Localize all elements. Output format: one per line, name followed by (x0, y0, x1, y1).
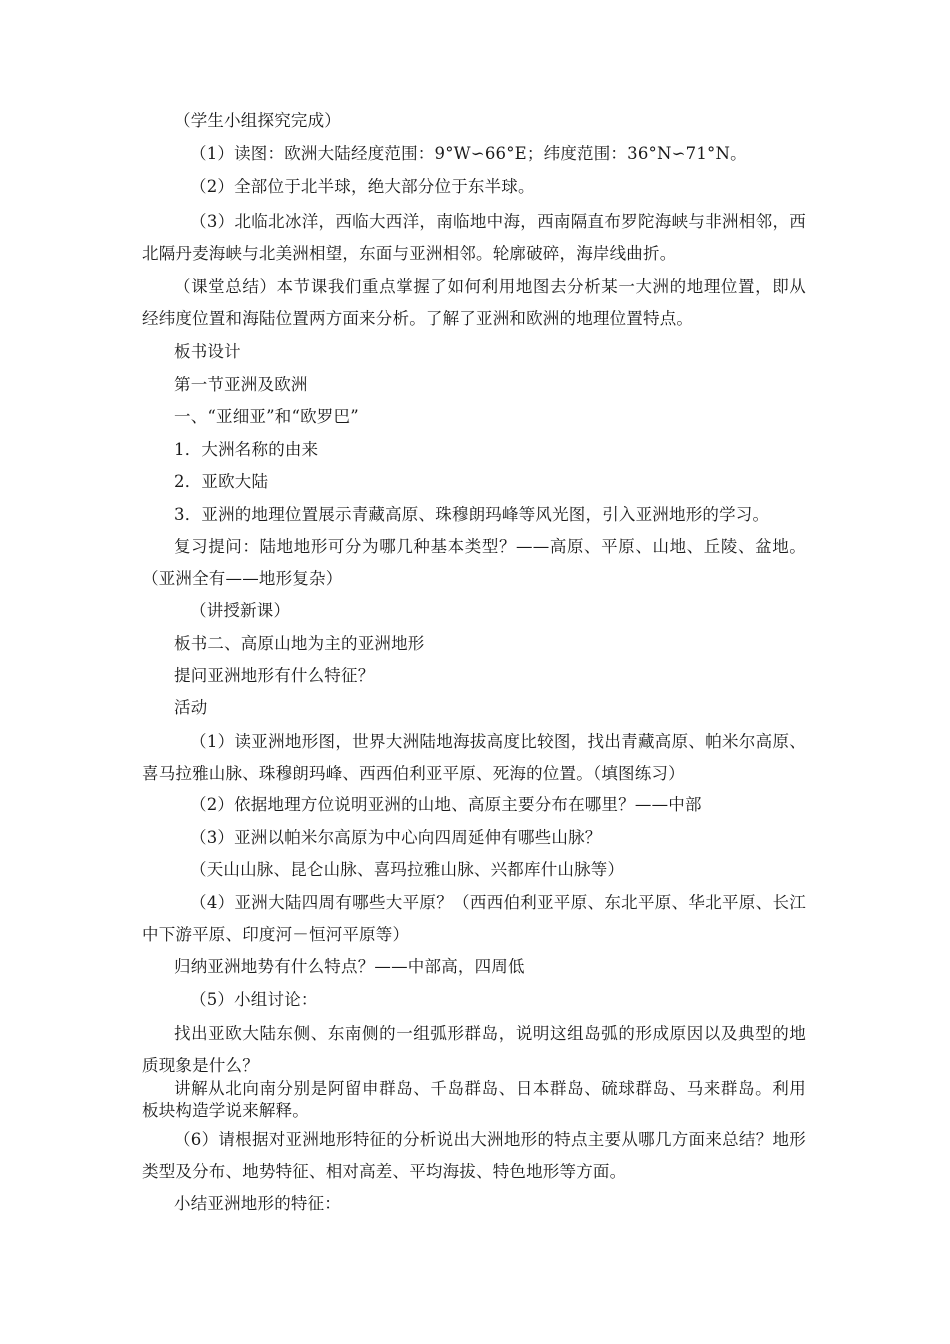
activity-1: （1）读亚洲地形图，世界大洲陆地海拔高度比较图，找出青藏高原、帕米尔高原、喜马拉雅山脉、珠穆朗玛峰、西西伯利亚平原、死海的位置。（填图练习） (142, 732, 806, 783)
activity-5: （5）小组讨论： (190, 990, 318, 1009)
paragraph-europe-range: （1）读图：欧洲大陆经度范围：9°W∽66°E；纬度范围：36°N∽71°N。 (190, 144, 747, 163)
activity-heading: 活动 (174, 698, 208, 717)
summary-heading: 小结亚洲地形的特征： (174, 1194, 341, 1213)
activity-3-answer: （天山山脉、昆仑山脉、喜玛拉雅山脉、兴都库什山脉等） (190, 860, 625, 879)
board-item-1: 一、“亚细亚”和“欧罗巴” (174, 407, 359, 426)
paragraph-sea-land-position: （3）北临北冰洋，西临大西洋，南临地中海，西南隔直布罗陀海峡与非洲相邻，西北隔丹麦海峡与北美洲相望，东面与亚洲相邻。轮廓破碎，海岸线曲折。 (142, 212, 806, 263)
question-terrain: 提问亚洲地形有什么特征？ (174, 666, 375, 685)
activity-4: （4）亚洲大陆四周有哪些大平原？（西西伯利亚平原、东北平原、华北平原、长江中下游平原、印度河－恒河平原等） (142, 893, 806, 944)
terrain-summary-question: 归纳亚洲地势有什么特点？——中部高，四周低 (174, 957, 525, 976)
section-title: 第一节亚洲及欧洲 (174, 375, 308, 394)
list-item-3: 3．亚洲的地理位置展示青藏高原、珠穆朗玛峰等风光图，引入亚洲地形的学习。 (174, 505, 770, 524)
board-design-heading: 板书设计 (174, 342, 241, 361)
paragraph-hemisphere: （2）全部位于北半球，绝大部分位于东半球。 (190, 177, 535, 196)
discussion-question: 找出亚欧大陆东侧、东南侧的一组弧形群岛，说明这组岛弧的形成原因以及典型的地质现象是什么？ (142, 1024, 806, 1075)
paragraph-class-summary: （课堂总结）本节课我们重点掌握了如何利用地图去分析某一大洲的地理位置，即从经纬度位置和海陆位置两方面来分析。了解了亚洲和欧洲的地理位置特点。 (142, 277, 806, 328)
list-item-2: 2．亚欧大陆 (174, 472, 269, 491)
list-item-1: 1．大洲名称的由来 (174, 440, 319, 459)
paragraph-review-question: 复习提问：陆地地形可分为哪几种基本类型？——高原、平原、山地、丘陵、盆地。（亚洲全有——地形复杂） (142, 537, 806, 588)
paragraph-new-lesson: （讲授新课） (190, 601, 291, 620)
board-item-2: 板书二、高原山地为主的亚洲地形 (174, 634, 425, 653)
activity-2: （2）依据地理方位说明亚洲的山地、高原主要分布在哪里？——中部 (190, 795, 702, 814)
activity-6: （6）请根据对亚洲地形特征的分析说出大洲地形的特点主要从哪几方面来总结？地形类型及分布、地势特征、相对高差、平均海拔、特色地形等方面。 (142, 1130, 806, 1181)
activity-3: （3）亚洲以帕米尔高原为中心向四周延伸有哪些山脉？ (190, 828, 602, 847)
explanation-islands: 讲解从北向南分别是阿留申群岛、千岛群岛、日本群岛、硫球群岛、马来群岛。利用板块构造学说来解释。 (142, 1079, 806, 1120)
paragraph-student-group: （学生小组探究完成） (174, 111, 341, 130)
